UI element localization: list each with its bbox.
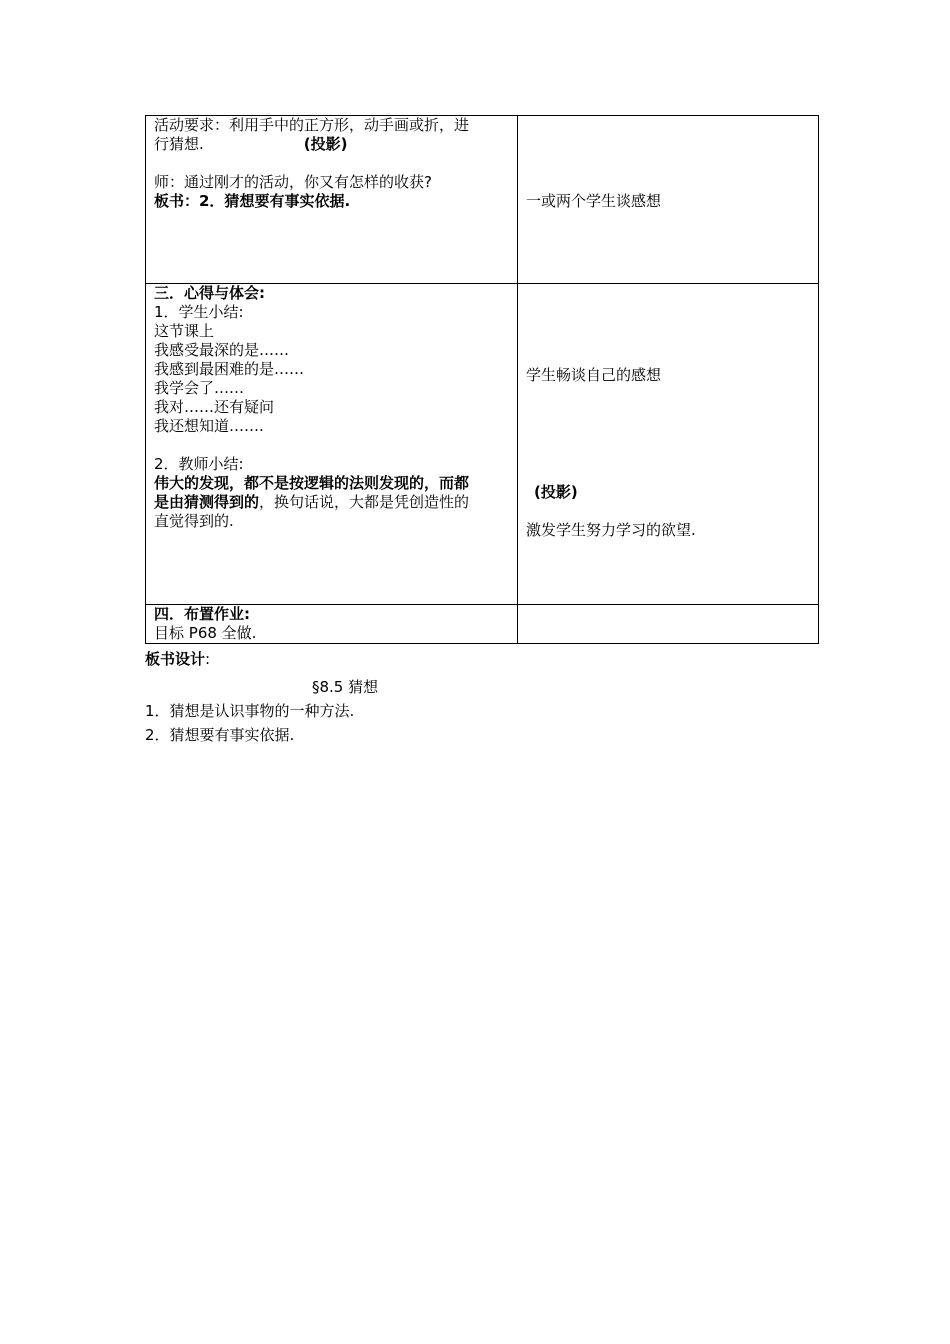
motivation-text: 激发学生努力学习的欲望.: [526, 521, 696, 539]
quote-plain-part: ，换句话说，大都是凭创造性的: [259, 493, 470, 511]
table-row: [146, 116, 819, 284]
projection-label: (投影): [303, 135, 348, 153]
board-note: 板书：2．猜想要有事实依据.: [154, 192, 351, 210]
activity-requirement-text: 行猜想.: [154, 135, 204, 153]
board-design-item: 1．猜想是认识事物的一种方法.: [145, 702, 355, 720]
board-design-heading: [145, 647, 378, 671]
homework-cell: [146, 605, 518, 644]
summary-line: 这节课上: [154, 322, 215, 340]
table-row: [146, 605, 819, 644]
teacher-question: 师：通过刚才的活动，你又有怎样的收获?: [154, 173, 432, 191]
student-reflection-cell: [518, 284, 819, 605]
activity-requirement-line1: 活动要求：利用手中的正方形，动手画或折，进: [154, 116, 470, 134]
board-design-title: 板书设计: [145, 650, 206, 668]
empty-cell: [518, 605, 819, 644]
summary-line: 我感受最深的是……: [154, 341, 290, 359]
board-design-section: [145, 647, 378, 747]
quote-line1: 伟大的发现，都不是按逻辑的法则发现的，而都: [154, 474, 470, 492]
projection-label: (投影): [534, 483, 578, 501]
board-design-item: 2．猜想要有事实依据.: [145, 726, 295, 744]
summary-line: 我还想知道…….: [154, 417, 264, 435]
teacher-summary-label: 2．教师小结:: [154, 455, 244, 473]
summary-line: 我感到最困难的是……: [154, 360, 305, 378]
section-heading-reflection: 三．心得与体会:: [154, 284, 265, 302]
lesson-plan-table: [145, 115, 819, 644]
student-activity-cell: [518, 116, 819, 284]
section-heading-homework: 四．布置作业:: [154, 605, 250, 623]
quote-line3: 直觉得到的.: [154, 512, 234, 530]
quote-bold-part: 是由猜测得到的: [154, 493, 260, 511]
activity-cell: [146, 116, 518, 284]
student-summary-label: 1．学生小结:: [154, 303, 244, 321]
student-sharing-text: 学生畅谈自己的感想: [526, 366, 662, 384]
homework-text: 目标 P68 全做.: [154, 624, 257, 642]
board-design-section-title: §8.5 猜想: [312, 678, 379, 696]
summary-line: 我学会了……: [154, 379, 245, 397]
student-response-text: 一或两个学生谈感想: [526, 192, 662, 210]
table-row: [146, 284, 819, 605]
summary-line: 我对……还有疑问: [154, 398, 275, 416]
board-design-colon: :: [205, 650, 211, 668]
reflection-cell: [146, 284, 518, 605]
quote-line2: [154, 493, 509, 512]
activity-requirement-line2: [154, 135, 509, 154]
